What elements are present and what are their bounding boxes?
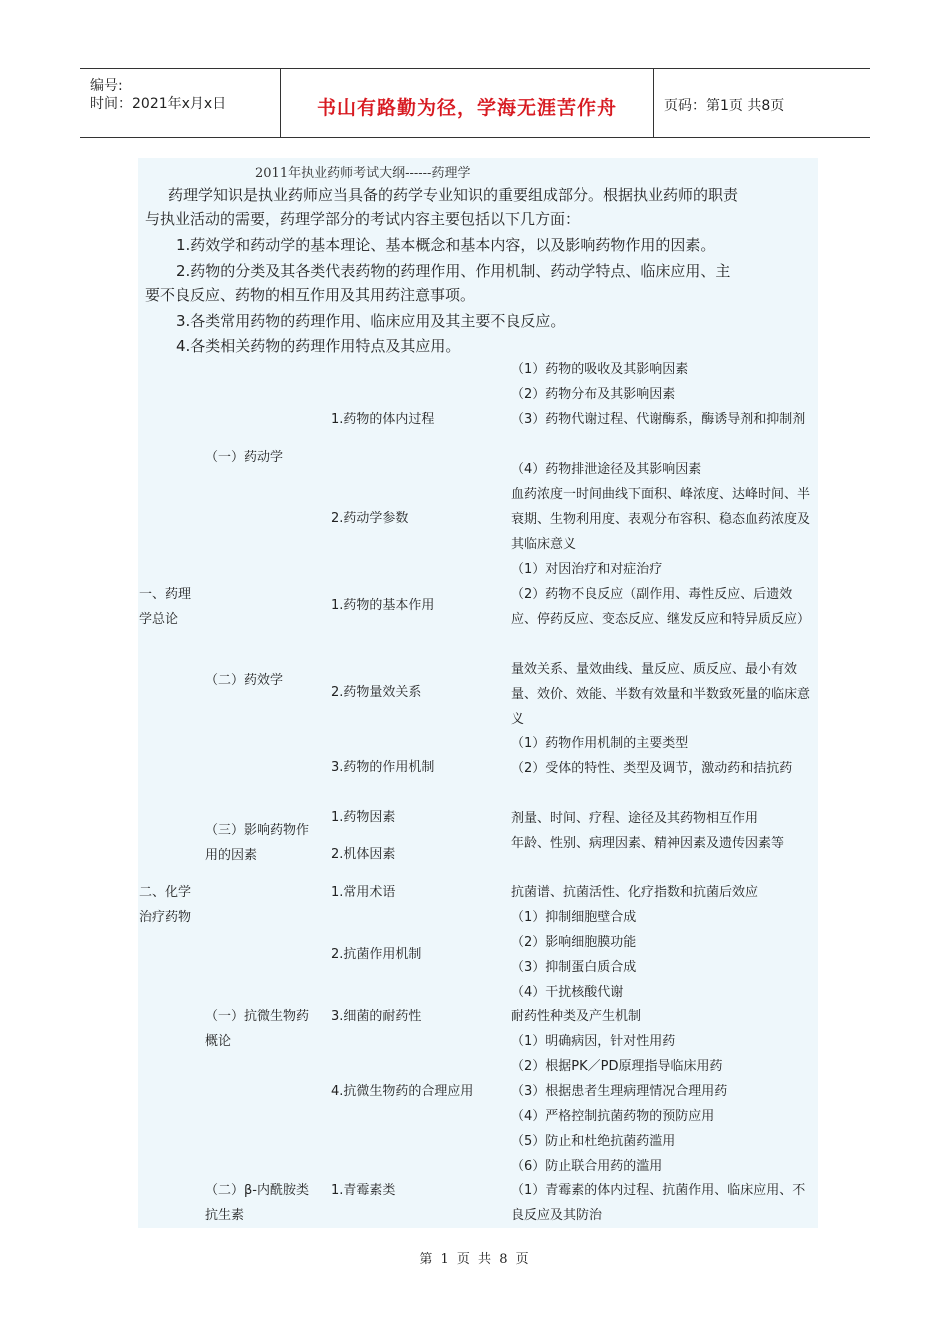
detail-prophylaxis: （4）严格控制抗菌药物的预防应用 [511,1109,715,1124]
page-label: 页码：第1页 共8页 [664,98,785,114]
document-title: 2011年执业药师考试大纲------药理学 [255,166,471,181]
unit-1: 一、药理学总论 [139,587,192,627]
point-penicillins: 1.青霉素类 [331,1183,396,1198]
header-meta-cell [80,69,281,137]
subunit-beta-lactam: （二）β-内酰胺类抗生素 [205,1183,309,1223]
intro-item-2a: 2.药物的分类及其各类代表药物的药理作用、作用机制、药动学特点、临床应用、主 [176,262,731,280]
detail-body-factors: 年龄、性别、病理因素、精神因素及遗传因素等 [511,836,785,851]
point-dose-effect: 2.药物量效关系 [331,685,422,700]
number-label: 编号: [90,78,123,94]
intro-line-2: 与执业活动的需要，药理学部分的考试内容主要包括以下几方面： [145,210,581,228]
detail-terms: 抗菌谱、抗菌活性、化疗指数和抗菌后效应 [511,885,759,900]
page-footer: 第 1 页 共 8 页 [419,1252,531,1267]
detail-adverse-reactions: （2）药物不良反应（副作用、毒性反应、后遗效应、停药反应、变态反应、继发反应和特异质反应） [511,587,811,627]
intro-item-4: 4.各类相关药物的药理作用特点及其应用。 [176,337,461,355]
intro-item-2b: 要不良反应、药物的相互作用及其用药注意事项。 [145,286,476,304]
point-resistance: 3.细菌的耐药性 [331,1009,422,1024]
subunit-antimicrobial: （一）抗微生物药概论 [205,1009,310,1049]
header-motto-cell [281,69,654,137]
detail-protein-synthesis: （3）抑制蛋白质合成 [511,960,637,975]
point-drug-factors: 1.药物因素 [331,810,396,825]
detail-penicillin: （1）青霉素的体内过程、抗菌作用、临床应用、不良反应及其防治 [511,1183,806,1223]
detail-patient-condition: （3）根据患者生理病理情况合理用药 [511,1084,728,1099]
detail-combination: （6）防止联合用药的滥用 [511,1159,663,1174]
page-header [80,68,870,138]
detail-pk-parameters: 血药浓度一时间曲线下面积、峰浓度、达峰时间、半衰期、生物利用度、表观分布容积、稳态血药浓度及其临床意义 [511,487,811,552]
subunit-pharmacokinetics: （一）药动学 [205,450,284,465]
subunit-influencing-factors: （三）影响药物作用的因素 [205,823,310,863]
point-in-vivo-process: 1.药物的体内过程 [331,412,435,427]
detail-dose-effect: 量效关系、量效曲线、量反应、质反应、最小有效量、效价、效能、半数有效量和半数致死量的临床意义 [511,662,811,727]
intro-item-3: 3.各类常用药物的药理作用、临床应用及其主要不良反应。 [176,312,566,330]
time-label: 时间：2021年x月x日 [90,96,227,112]
point-pk-parameters: 2.药动学参数 [331,511,409,526]
intro-line-1: 药理学知识是执业药师应当具备的药学专业知识的重要组成部分。根据执业药师的职责 [168,186,739,204]
detail-excretion: （4）药物排泄途径及其影响因素 [511,462,702,477]
header-page-cell [654,69,870,137]
detail-receptors: （2）受体的特性、类型及调节，激动药和拮抗药 [511,761,793,776]
detail-nucleic-acid: （4）干扰核酸代谢 [511,985,624,1000]
detail-resistance: 耐药性种类及产生机制 [511,1009,642,1024]
detail-abuse: （5）防止和杜绝抗菌药滥用 [511,1134,676,1149]
motto: 书山有路勤为径，学海无涯苦作舟 [316,97,617,119]
detail-cell-wall: （1）抑制细胞壁合成 [511,910,637,925]
detail-absorption: （1）药物的吸收及其影响因素 [511,362,689,377]
point-rational-use: 4.抗微生物药的合理应用 [331,1084,474,1099]
point-terms: 1.常用术语 [331,885,396,900]
unit-2: 二、化学治疗药物 [139,885,192,925]
point-basic-action: 1.药物的基本作用 [331,598,435,613]
detail-mechanism-types: （1）药物作用机制的主要类型 [511,736,689,751]
intro-item-1: 1.药效学和药动学的基本理论、基本概念和基本内容，以及影响药物作用的因素。 [176,236,716,254]
point-body-factors: 2.机体因素 [331,847,396,862]
detail-cell-membrane: （2）影响细胞膜功能 [511,935,637,950]
detail-pk-pd: （2）根据PK／PD原理指导临床用药 [511,1059,723,1074]
detail-metabolism: （3）药物代谢过程、代谢酶系，酶诱导剂和抑制剂 [511,412,806,427]
point-antibacterial-mechanism: 2.抗菌作用机制 [331,947,422,962]
detail-causal-therapy: （1）对因治疗和对症治疗 [511,562,663,577]
subunit-pharmacodynamics: （二）药效学 [205,673,284,688]
detail-identify-cause: （1）明确病因，针对性用药 [511,1034,676,1049]
detail-drug-factors: 剂量、时间、疗程、途径及其药物相互作用 [511,811,759,826]
point-mechanism: 3.药物的作用机制 [331,760,435,775]
detail-distribution: （2）药物分布及其影响因素 [511,387,676,402]
